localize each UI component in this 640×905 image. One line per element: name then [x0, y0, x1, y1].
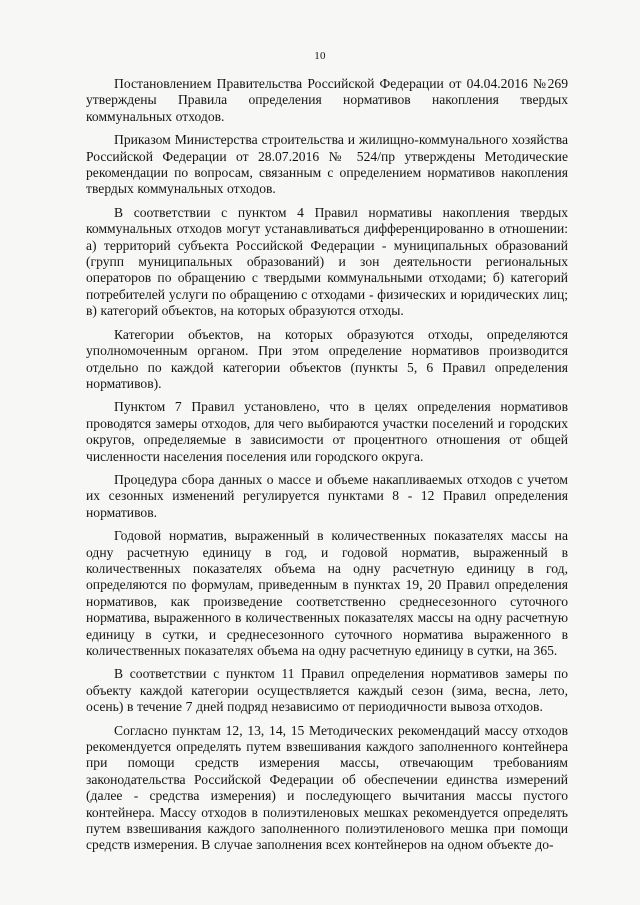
paragraph-6: Процедура сбора данных о массе и объеме накапливаемых отходов с учетом их сезонных изменений регулируется пунктами 8 - 12 Правил определения нормативов. [86, 471, 568, 520]
page-number: 10 [314, 50, 326, 62]
document-body [86, 76, 568, 854]
paragraph-9: Согласно пунктам 12, 13, 14, 15 Методических рекомендаций массу отходов рекомендуется определять путем взвешивания каждого заполненного контейнера при помощи средств измерения массы, отвечающим требованиям законодательства Российской Федерации об обеспечении единства измерений (далее - средства измерения) и последующего вычитания массы пустого контейнера. Массу отходов в полиэтиленовых мешках рекомендуется определять путем взвешивания каждого заполненного полиэтиленового мешка при помощи средств измерения. В случае заполнения всех контейнеров на одном объекте до- [86, 722, 568, 853]
paragraph-5: Пунктом 7 Правил установлено, что в целях определения нормативов проводятся замеры отходов, для чего выбираются участки поселений и городских округов, определяемые в зависимости от процентного отношения от общей численности населения поселения или городского округа. [86, 399, 568, 464]
paragraph-3: В соответствии с пунктом 4 Правил нормативы накопления твердых коммунальных отходов могут устанавливаться дифференцированно в отношении: а) территорий субъекта Российской Федерации - муниципальных образований (групп муниципальных образований) и зон деятельности региональных операторов по обращению с твердыми коммунальными отходами; б) категорий потребителей услуги по обращению с отходами - физических и юридических лиц; в) категорий объектов, на которых образуются отходы. [86, 204, 568, 319]
paragraph-7: Годовой норматив, выраженный в количественных показателях массы на одну расчетную единицу в год, и годовой норматив, выраженный в количественных показателях объема на одну расчетную единицу в год, определяются по формулам, приведенным в пунктах 19, 20 Правил определения нормативов, как произведение соответственно среднесезонного суточного норматива, выраженного в количественных показателях массы на одну расчетную единицу в сутки, и среднесезонного суточного норматива выраженного в количественных показателях объема на одну расчетную единицу в сутки, на 365. [86, 528, 568, 658]
paragraph-4: Категории объектов, на которых образуются отходы, определяются уполномоченным органом. При этом определение нормативов производится отдельно по каждой категории объектов (пункты 5, 6 Правил определения нормативов). [86, 326, 568, 391]
paragraph-2: Приказом Министерства строительства и жилищно-коммунального хозяйства Российской Федерации от 28.07.2016 № 524/пр утверждены Методические рекомендации по вопросам, связанным с определением нормативов накопления твердых коммунальных отходов. [86, 132, 568, 197]
paragraph-8: В соответствии с пунктом 11 Правил определения нормативов замеры по объекту каждой категории осуществляется каждый сезон (зима, весна, лето, осень) в течение 7 дней подряд независимо от периодичности вывоза отходов. [86, 666, 568, 715]
paragraph-1: Постановлением Правительства Российской Федерации от 04.04.2016 №269 утверждены Правила определения нормативов накопления твердых коммунальных отходов. [86, 76, 568, 124]
